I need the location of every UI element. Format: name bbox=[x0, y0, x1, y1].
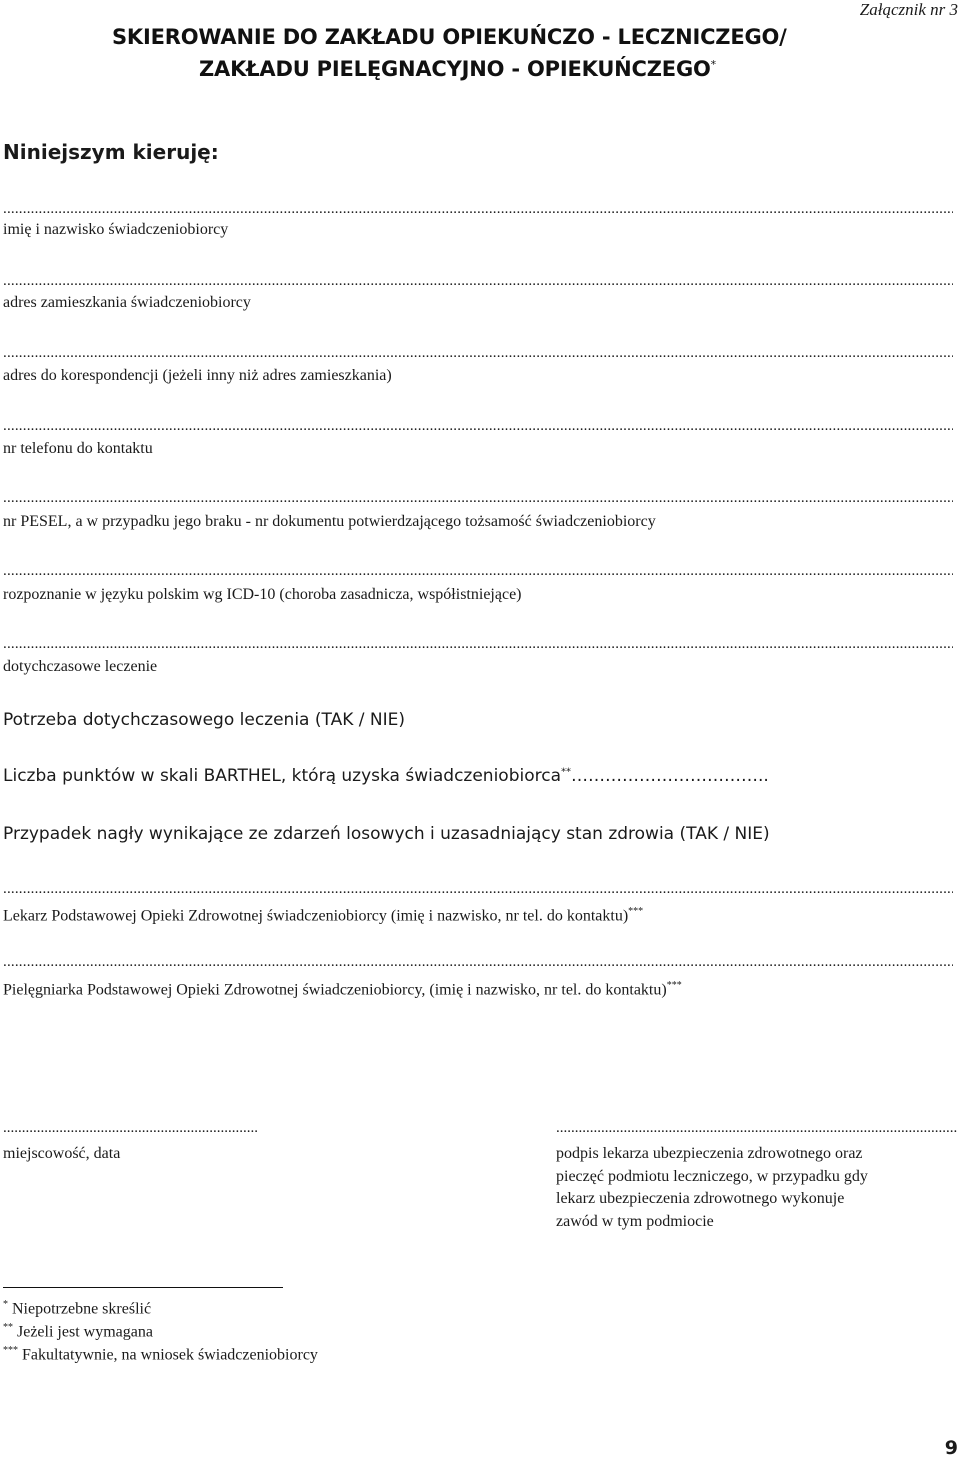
question-continue-treatment: Potrzeba dotychczasowego leczenia (TAK / NIE) bbox=[3, 710, 405, 730]
field-label-phone: nr telefonu do kontaktu bbox=[3, 440, 153, 457]
field-label-treatment: dotychczasowe leczenie bbox=[3, 658, 158, 675]
footnote-1: * Niepotrzebne skreślić bbox=[3, 1299, 152, 1318]
footnote-2: ** Jeżeli jest wymagana bbox=[3, 1322, 153, 1341]
signature-label-place-date: miejscowość, data bbox=[3, 1145, 121, 1162]
fill-line-pesel[interactable] bbox=[3, 491, 953, 506]
field-label-pesel: nr PESEL, a w przypadku jego braku - nr dokumentu potwierdzającego tożsamość świadczeniobiorcy bbox=[3, 513, 656, 530]
fill-line-treatment[interactable] bbox=[3, 637, 953, 652]
footnote-marker: *** bbox=[666, 980, 682, 991]
field-label-gp-nurse: Pielęgniarka Podstawowej Opieki Zdrowotnej świadczeniobiorcy, (imię i nazwisko, nr tel. do kontaktu)*** bbox=[3, 980, 682, 999]
field-label-address: adres zamieszkania świadczeniobiorcy bbox=[3, 294, 251, 311]
footnote-marker: ** bbox=[561, 766, 571, 778]
footnote-3: *** Fakultatywnie, na wniosek świadczeniobiorcy bbox=[3, 1345, 318, 1364]
document-title-line-1: SKIEROWANIE DO ZAKŁADU OPIEKUŃCZO - LECZNICZEGO/ bbox=[112, 25, 787, 49]
fill-line-barthel[interactable]: …………………………….. bbox=[571, 766, 769, 786]
fill-line-doctor-signature[interactable] bbox=[556, 1121, 958, 1136]
field-label-name: imię i nazwisko świadczeniobiorcy bbox=[3, 221, 229, 238]
fill-line-place-date[interactable] bbox=[3, 1121, 258, 1136]
fill-line-gp-doctor[interactable] bbox=[3, 882, 953, 897]
footnote-marker: *** bbox=[628, 906, 644, 917]
fill-line-correspondence[interactable] bbox=[3, 346, 953, 361]
footnote-separator bbox=[3, 1287, 283, 1288]
signature-label-doctor: podpis lekarza ubezpieczenia zdrowotnego oraz pieczęć podmiotu leczniczego, w przypadku gdy lekarz ubezpieczenia zdrowotnego wykonuje zawód w tym podmiocie bbox=[556, 1145, 868, 1230]
fill-line-gp-nurse[interactable] bbox=[3, 955, 953, 970]
field-label-diagnosis: rozpoznanie w języku polskim wg ICD-10 (choroba zasadnicza, współistniejące) bbox=[3, 586, 522, 603]
fill-line-address[interactable] bbox=[3, 274, 953, 289]
question-barthel-score: Liczba punktów w skali BARTHEL, którą uzyska świadczeniobiorca**…………………………….. bbox=[3, 766, 769, 786]
footnote-marker: * bbox=[710, 58, 716, 71]
document-title-line-2: ZAKŁADU PIELĘGNACYJNO - OPIEKUŃCZEGO* bbox=[199, 57, 716, 81]
field-label-correspondence: adres do korespondencji (jeżeli inny niż adres zamieszkania) bbox=[3, 367, 392, 384]
field-label-gp-doctor: Lekarz Podstawowej Opieki Zdrowotnej świadczeniobiorcy (imię i nazwisko, nr tel. do kontaktu)*** bbox=[3, 906, 644, 925]
fill-line-diagnosis[interactable] bbox=[3, 564, 953, 579]
fill-line-name[interactable] bbox=[3, 202, 953, 217]
fill-line-phone[interactable] bbox=[3, 419, 953, 434]
annex-label: Załącznik nr 3 bbox=[859, 0, 958, 19]
page-number: 9 bbox=[944, 1437, 958, 1459]
lead-text: Niniejszym kieruję: bbox=[3, 140, 219, 164]
question-sudden-case: Przypadek nagły wynikające ze zdarzeń losowych i uzasadniający stan zdrowia (TAK / NIE) bbox=[3, 824, 770, 844]
